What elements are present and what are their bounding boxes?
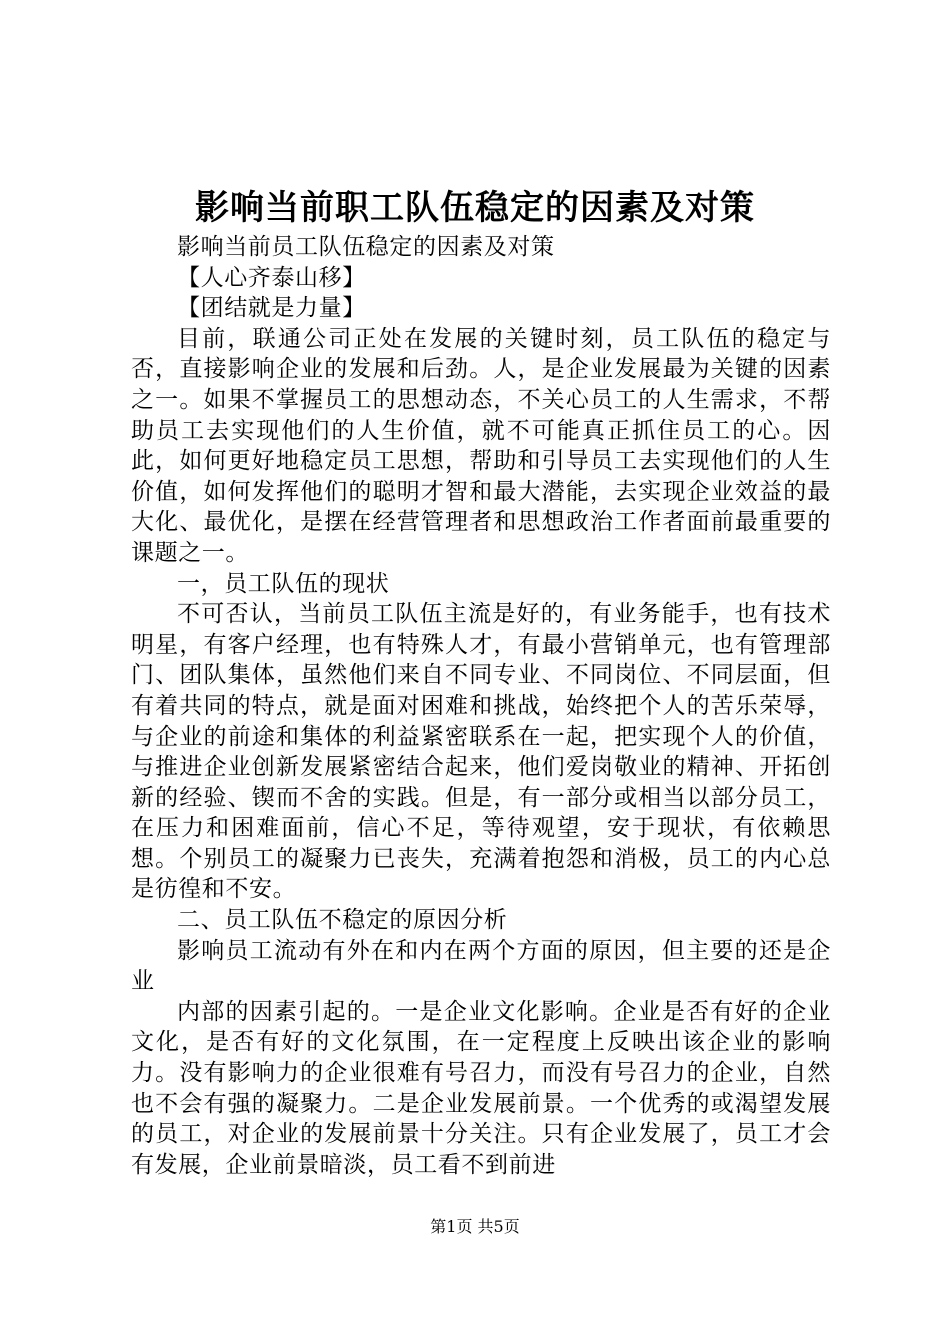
body-paragraph: 内部的因素引起的。一是企业文化影响。企业是否有好的企业文化，是否有好的文化氛围，在一定程度上反映出该企业的影响力。没有影响力的企业很难有号召力，而没有号召力的企业，自然也不会有强的凝聚力。二是企业发展前景。一个优秀的或渴望发展的员工，对企业的发展前景十分关注。只有企业发展了，员工才会有发展，企业前景暗淡，员工看不到前进 bbox=[131, 998, 831, 1178]
section-heading: 二、员工队伍不稳定的原因分析 bbox=[177, 907, 508, 934]
section-heading: 一，员工队伍的现状 bbox=[177, 570, 390, 597]
motto-line: 【团结就是力量】 bbox=[177, 295, 366, 322]
page-footer: 第1页 共5页 bbox=[430, 1217, 520, 1236]
body-paragraph: 目前，联通公司正处在发展的关键时刻，员工队伍的稳定与否，直接影响企业的发展和后劲。人，是企业发展最为关键的因素之一。如果不掌握员工的思想动态，不关心员工的人生需求，不帮助员工去实现他们的人生价值，就不可能真正抓住员工的心。因此，如何更好地稳定员工思想，帮助和引导员工去实现他们的人生价值，如何发挥他们的聪明才智和最大潜能，去实现企业效益的最大化、最优化，是摆在经营管理者和思想政治工作者面前最重要的课题之一。 bbox=[131, 325, 831, 566]
document-body bbox=[131, 232, 831, 1180]
motto-line: 【人心齐泰山移】 bbox=[177, 264, 366, 291]
body-paragraph: 影响员工流动有外在和内在两个方面的原因，但主要的还是企业 bbox=[131, 937, 831, 995]
document-title: 影响当前职工队伍稳定的因素及对策 bbox=[195, 188, 755, 228]
subtitle-line: 影响当前员工队伍稳定的因素及对策 bbox=[177, 234, 555, 260]
body-paragraph: 不可否认，当前员工队伍主流是好的，有业务能手，也有技术明星，有客户经理，也有特殊人才，有最小营销单元，也有管理部门、团队集体，虽然他们来自不同专业、不同岗位、不同层面，但有着共同的特点，就是面对困难和挑战，始终把个人的苦乐荣辱，与企业的前途和集体的利益紧密联系在一起，把实现个人的价值，与推进企业创新发展紧密结合起来，他们爱岗敬业的精神、开拓创新的经验、锲而不舍的实践。但是，有一部分或相当以部分员工，在压力和困难面前，信心不足，等待观望，安于现状，有依赖思想。个别员工的凝聚力已丧失，充满着抱怨和消极，员工的内心总是彷徨和不安。 bbox=[131, 601, 831, 903]
